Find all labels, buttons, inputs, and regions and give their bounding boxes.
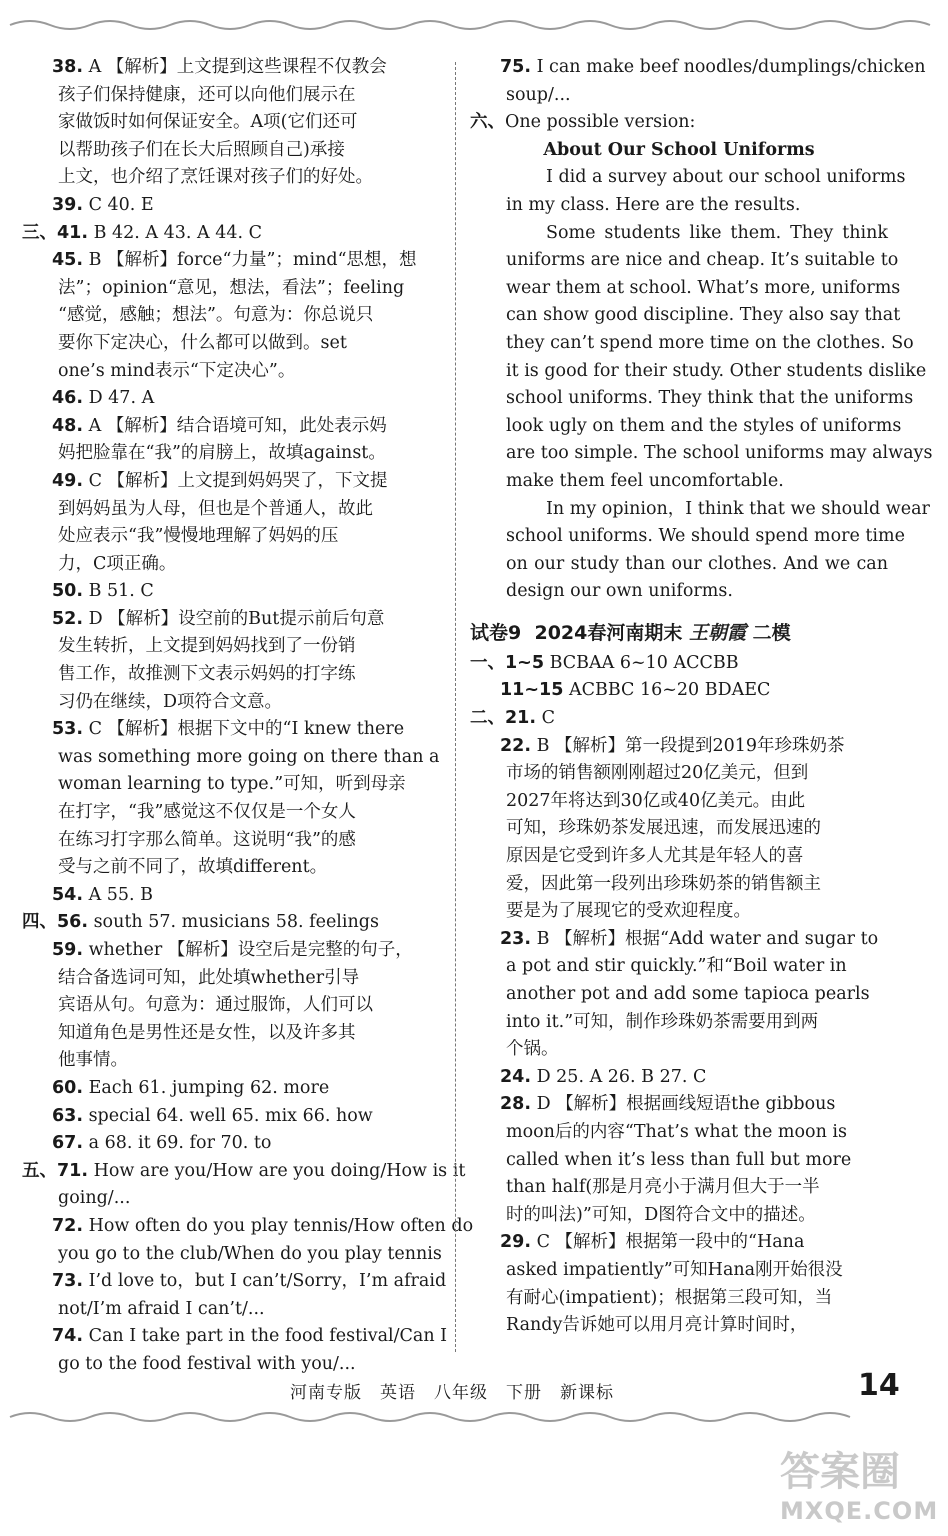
- answer-line: [470, 815, 888, 843]
- answer-text: I can make beef noodles/dumplings/chicken: [531, 57, 926, 77]
- question-number: 22.: [500, 735, 532, 756]
- answer-text: 要你下定决心，什么都可以做到。set: [58, 332, 347, 353]
- answer-line: [22, 661, 440, 689]
- answer-line: [22, 164, 440, 192]
- answer-text: another pot and add some tapioca pearls: [506, 984, 870, 1004]
- answer-line: [470, 926, 888, 954]
- model-essay: [470, 164, 933, 606]
- question-number: 48.: [52, 415, 84, 436]
- answer-text: called when it’s less than full but more: [506, 1149, 852, 1170]
- answer-text: 以帮助孩子们在长大后照顾自己)承接: [58, 139, 345, 160]
- question-number: 59.: [52, 940, 84, 960]
- answer-line: [22, 468, 440, 496]
- answer-line: [470, 1229, 888, 1257]
- answer-text: B 42. A 43. A 44. C: [88, 222, 262, 243]
- answer-text: How often do you play tennis/How often do: [83, 1215, 474, 1236]
- question-number: 67.: [52, 1133, 84, 1154]
- answer-line: [470, 1202, 888, 1230]
- brand-stamp: 王朝霞: [688, 621, 746, 644]
- site-watermark: [780, 1440, 940, 1530]
- answer-line: [470, 788, 888, 816]
- answer-text: Each 61. jumping 62. more: [83, 1077, 330, 1098]
- answer-line: [22, 82, 440, 110]
- right-answer-column: [470, 54, 933, 1340]
- right-bottom-answers: [470, 650, 888, 1340]
- essay-line: design our own uniforms.: [506, 581, 733, 602]
- test-paper-9-heading: [470, 618, 888, 648]
- question-number: 28.: [500, 1094, 532, 1115]
- question-number: 54.: [52, 884, 84, 905]
- question-number: 75.: [500, 57, 532, 77]
- essay-line: wear them at school. What’s more, uniforms: [506, 277, 901, 298]
- essay-line: school uniforms. We should spend more time: [506, 526, 905, 547]
- essay-line: uniforms are nice and cheap. It’s suitable to: [506, 250, 899, 271]
- answer-text: D 25. A 26. B 27. C: [531, 1066, 707, 1087]
- answer-text: 他事情。: [58, 1050, 128, 1071]
- answer-text: Randy告诉她可以用月亮计算时间时，: [506, 1315, 808, 1336]
- essay-line: it is good for their study. Other students dislike: [506, 360, 927, 381]
- answer-line: [470, 1285, 888, 1313]
- answer-text: whether 【解析】设空后是完整的句子，: [83, 940, 413, 960]
- answer-text: 家做饭时如何保证安全。A项(它们还可: [58, 112, 358, 133]
- answer-text: D 【解析】设空前的But提示前后句意: [83, 608, 385, 629]
- answer-text: a pot and stir quickly.”和“Boil water in: [506, 956, 847, 977]
- answer-line: [22, 385, 440, 413]
- answer-line: [22, 1020, 440, 1048]
- answer-text: moon后的内容“That’s what the moon is: [506, 1121, 847, 1142]
- answer-text: 个锅。: [506, 1039, 559, 1060]
- answer-text: How are you/How are you doing/How is it: [88, 1160, 466, 1181]
- answer-text: 可知，珍珠奶茶发展迅速，而发展迅速的: [506, 818, 821, 839]
- answer-line: [22, 578, 440, 606]
- answer-text: C 40. E: [83, 194, 154, 215]
- answer-text: 2027年将达到30亿或40亿美元。由此: [506, 790, 806, 811]
- answer-line: [470, 54, 926, 82]
- right-top-answers: [470, 54, 926, 137]
- answer-line: [470, 898, 888, 926]
- answer-line: [470, 1174, 888, 1202]
- answer-line: [470, 1064, 888, 1092]
- question-number: 63.: [52, 1105, 84, 1126]
- answer-text: woman learning to type.”可知，听到母亲: [58, 774, 406, 795]
- answer-text: 处应表示“我”慢慢地理解了妈妈的压: [58, 526, 339, 547]
- answer-line: [22, 1047, 440, 1075]
- answer-line: [470, 109, 888, 137]
- answer-line: [22, 137, 440, 165]
- answer-line: [22, 689, 440, 717]
- answer-line: [22, 551, 440, 579]
- answer-line: [22, 1296, 440, 1324]
- answer-line: [22, 854, 440, 882]
- answer-line: [22, 1158, 466, 1186]
- answer-line: [22, 909, 440, 937]
- question-number: 二、21.: [470, 708, 537, 729]
- answer-text: 爱，因此第一段列出珍珠奶茶的销售额主: [506, 873, 821, 894]
- question-number: 39.: [52, 194, 84, 215]
- answer-text: C 【解析】根据第一段中的“Hana: [531, 1232, 805, 1253]
- answer-line: [22, 606, 440, 634]
- paper-suffix: 二模: [752, 621, 791, 644]
- answer-line: [22, 1103, 440, 1131]
- answer-line: [470, 733, 888, 761]
- answer-text: 习仍在继续，D项符合文意。: [58, 691, 283, 712]
- answer-text: 售工作，故推测下文表示妈妈的打字练: [58, 664, 356, 685]
- answer-text: C 【解析】根据下文中的“I knew there: [83, 719, 405, 740]
- answer-text: south 57. musicians 58. feelings: [88, 912, 379, 933]
- answer-text: a 68. it 69. for 70. to: [83, 1133, 272, 1154]
- answer-line: [22, 413, 440, 441]
- answer-text: soup/...: [506, 84, 571, 105]
- answer-line: [22, 937, 440, 965]
- question-number: 46.: [52, 388, 84, 409]
- answer-line: [22, 827, 440, 855]
- answer-text: not/I’m afraid I can’t/...: [58, 1298, 265, 1319]
- answer-line: [22, 992, 440, 1020]
- answer-text: one’s mind表示“下定决心”。: [58, 360, 296, 381]
- answer-text: 结合备选词可知，此处填whether引导: [58, 967, 360, 988]
- answer-text: D 【解析】根据画线短语the gibbous: [531, 1094, 836, 1115]
- answer-line: [22, 523, 440, 551]
- question-number: 60.: [52, 1077, 84, 1098]
- question-number: 45.: [52, 250, 84, 271]
- answer-text: ACBBC 16~20 BDAEC: [563, 680, 771, 701]
- answer-line: [470, 1036, 888, 1064]
- answer-line: [22, 247, 440, 275]
- answer-text: 时的叫法)”可知，D图符合文中的描述。: [506, 1204, 816, 1225]
- answer-text: 法”；opinion“意见，想法，看法”；feeling: [58, 277, 405, 298]
- question-number: 24.: [500, 1066, 532, 1087]
- answer-text: B 【解析】第一段提到2019年珍珠奶茶: [531, 735, 845, 756]
- answer-line: [22, 1185, 440, 1213]
- essay-line: on our study than our clothes. And we can: [506, 553, 888, 574]
- question-number: 53.: [52, 719, 84, 740]
- answer-line: [22, 1213, 474, 1241]
- answer-line: [22, 1323, 448, 1351]
- answer-line: [22, 633, 440, 661]
- answer-text: 市场的销售额刚刚超过20亿美元，但到: [506, 763, 809, 784]
- answer-text: “感觉，感触；想法”。句意为：你总说只: [58, 305, 374, 326]
- watermark-cn: 答案圈: [780, 1449, 900, 1495]
- answer-text: A 【解析】上文提到这些课程不仅教会: [83, 57, 387, 77]
- answer-line: [22, 220, 440, 248]
- answer-line: [470, 871, 888, 899]
- answer-text: A 55. B: [83, 884, 154, 905]
- answer-text: B 51. C: [83, 581, 154, 602]
- answer-line: [470, 705, 888, 733]
- answer-text: going/...: [58, 1188, 131, 1209]
- essay-line: look ugly on them and the styles of uniforms: [506, 415, 902, 436]
- answer-text: 有耐心(impatient)；根据第三段可知，当: [506, 1287, 833, 1308]
- answer-text: C 【解析】上文提到妈妈哭了，下文提: [83, 470, 388, 491]
- answer-line: [22, 330, 440, 358]
- question-number: 11~15: [500, 680, 564, 701]
- question-number: 六、: [470, 112, 505, 133]
- answer-line: [22, 771, 440, 799]
- answer-text: 在打字，“我”感觉这不仅仅是一个女人: [58, 802, 356, 823]
- footer-edition: 河南专版 英语 八年级 下册 新课标: [290, 1383, 614, 1403]
- page-number: 14: [858, 1368, 900, 1403]
- answer-line: [470, 1119, 888, 1147]
- essay-line: school uniforms. They think that the uniforms: [506, 388, 914, 409]
- question-number: 四、56.: [22, 912, 89, 933]
- answer-line: [22, 358, 440, 386]
- answer-text: A 【解析】结合语境可知，此处表示妈: [83, 415, 387, 436]
- answer-line: [22, 275, 440, 303]
- question-number: 一、1~5: [470, 652, 545, 673]
- answer-line: [470, 1312, 888, 1340]
- question-number: 38.: [52, 57, 84, 77]
- answer-line: [22, 1075, 440, 1103]
- essay-line: are too simple. The school uniforms may always: [506, 443, 933, 464]
- answer-text: 力，C项正确。: [58, 553, 177, 574]
- answer-text: 孩子们保持健康，还可以向他们展示在: [58, 84, 356, 105]
- question-number: 23.: [500, 928, 532, 949]
- question-number: 三、41.: [22, 222, 89, 243]
- essay-line: I did a survey about our school uniforms: [546, 167, 906, 188]
- answer-text: special 64. well 65. mix 66. how: [83, 1105, 373, 1126]
- answer-text: B 【解析】根据“Add water and sugar to: [531, 928, 879, 949]
- answer-text: B 【解析】force“力量”；mind“思想，想: [83, 250, 417, 271]
- answer-text: I’d love to，but I can’t/Sorry，I’m afraid: [83, 1271, 447, 1292]
- answer-line: [22, 192, 440, 220]
- answer-text: 发生转折，上文提到妈妈找到了一份销: [58, 636, 356, 657]
- answer-line: [22, 1130, 440, 1158]
- answer-line: [470, 650, 888, 678]
- question-number: 74.: [52, 1326, 84, 1347]
- left-answer-column: [22, 54, 474, 1379]
- answer-line: [470, 82, 888, 110]
- answer-text: you go to the club/When do you play tennis: [58, 1243, 442, 1264]
- answer-line: [470, 1257, 888, 1285]
- answer-text: 宾语从句。句意为：通过服饰，人们可以: [58, 995, 373, 1016]
- essay-line: in my class. Here are the results.: [506, 194, 801, 215]
- answer-text: go to the food festival with you/...: [58, 1353, 356, 1374]
- answer-text: BCBAA 6~10 ACCBB: [544, 652, 739, 673]
- answer-text: 知道角色是男性还是女性，以及许多其: [58, 1022, 356, 1043]
- question-number: 73.: [52, 1271, 84, 1292]
- answer-line: [470, 1091, 888, 1119]
- paper-label: 试卷9: [470, 621, 522, 644]
- answer-text: Can I take part in the food festival/Can I: [83, 1326, 448, 1347]
- answer-text: 原因是它受到许多人尤其是年轻人的喜: [506, 846, 804, 867]
- essay-line: they can’t spend more time on the clothes. So: [506, 332, 914, 353]
- answer-line: [470, 1009, 888, 1037]
- answer-line: [470, 953, 888, 981]
- answer-line: [22, 744, 440, 772]
- answer-text: into it.”可知，制作珍珠奶茶需要用到两: [506, 1011, 819, 1032]
- essay-line: can show good discipline. They also say that: [506, 305, 901, 326]
- question-number: 29.: [500, 1232, 532, 1253]
- answer-text: than half(那是月亮小于满月但大于一半: [506, 1177, 820, 1198]
- answer-line: [470, 760, 888, 788]
- question-number: 72.: [52, 1215, 84, 1236]
- essay-line: make them feel uncomfortable.: [506, 470, 784, 491]
- answer-text: was something more going on there than a: [58, 746, 440, 767]
- answer-line: [22, 496, 440, 524]
- answer-line: [22, 1268, 447, 1296]
- footer-wave-decoration: [0, 1406, 948, 1428]
- answer-text: 上文，也介绍了烹饪课对孩子们的好处。: [58, 167, 373, 188]
- essay-line: Some students like them. They think: [546, 222, 888, 243]
- answer-line: [22, 965, 440, 993]
- essay-title: About Our School Uniforms: [543, 139, 815, 160]
- paper-title: 2024春河南期末: [534, 621, 683, 644]
- answer-line: [470, 1147, 888, 1175]
- answer-line: [22, 1241, 440, 1269]
- answer-text: D 47. A: [83, 388, 155, 409]
- answer-text: 在练习打字那么简单。这说明“我”的感: [58, 829, 356, 850]
- answer-text: 妈把脸靠在“我”的肩膀上，故填against。: [58, 443, 386, 464]
- answer-line: [470, 981, 888, 1009]
- answer-line: [22, 799, 440, 827]
- header-wave-decoration: [0, 14, 948, 36]
- answer-line: [22, 109, 440, 137]
- watermark-en: MXQE.COM: [780, 1497, 939, 1525]
- answer-line: [22, 54, 440, 82]
- essay-line: In my opinion，I think that we should wear: [546, 498, 930, 519]
- question-number: 50.: [52, 581, 84, 602]
- answer-text: One possible version:: [505, 112, 696, 133]
- answer-text: 受与之前不同了，故填different。: [58, 857, 328, 878]
- answer-line: [470, 843, 888, 871]
- column-divider: [455, 62, 456, 1352]
- answer-line: [22, 302, 440, 330]
- answer-line: [470, 677, 888, 705]
- answer-text: 到妈妈虽为人母，但也是个普通人，故此: [58, 498, 373, 519]
- answer-text: C: [536, 708, 555, 729]
- question-number: 49.: [52, 470, 84, 491]
- answer-text: asked impatiently”可知Hana刚开始很没: [506, 1259, 843, 1280]
- answer-line: [22, 1351, 440, 1379]
- answer-line: [22, 440, 440, 468]
- answer-line: [22, 716, 440, 744]
- answer-line: [22, 882, 440, 910]
- question-number: 五、71.: [22, 1160, 89, 1181]
- question-number: 52.: [52, 608, 84, 629]
- answer-text: 要是为了展现它的受欢迎程度。: [506, 901, 751, 922]
